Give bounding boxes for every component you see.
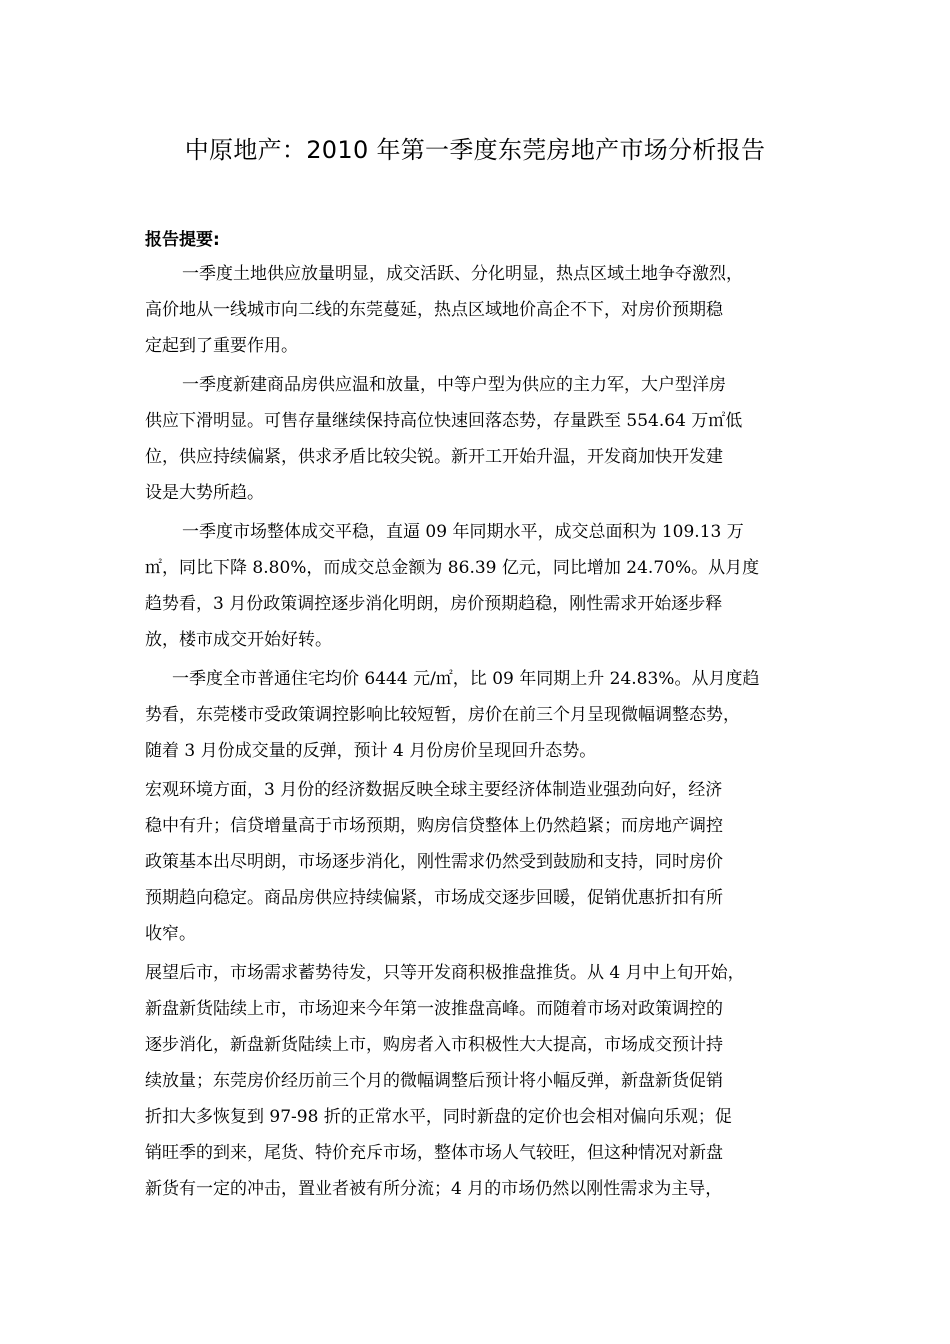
paragraph-line: 新盘新货陆续上市，市场迎来今年第一波推盘高峰。而随着市场对政策调控的 [145, 999, 723, 1019]
paragraph-line: 稳中有升；信贷增量高于市场预期，购房信贷整体上仍然趋紧；而房地产调控 [145, 816, 723, 836]
paragraph-line: 销旺季的到来，尾货、特价充斥市场，整体市场人气较旺，但这种情况对新盘 [145, 1143, 723, 1163]
paragraph-line: 政策基本出尽明朗，市场逐步消化，刚性需求仍然受到鼓励和支持，同时房价 [145, 852, 723, 872]
paragraph-line: 供应下滑明显。可售存量继续保持高位快速回落态势，存量跌至 554.64 万㎡低 [145, 411, 743, 431]
paragraph-line: 一季度全市普通住宅均价 6444 元/㎡，比 09 年同期上升 24.83%。从月度趋 [172, 669, 760, 689]
paragraph-line: 展望后市，市场需求蓄势待发，只等开发商积极推盘推货。从 4 月中上旬开始， [145, 963, 745, 983]
paragraph-line: 折扣大多恢复到 97-98 折的正常水平，同时新盘的定价也会相对偏向乐观；促 [145, 1107, 732, 1127]
paragraph-line: 定起到了重要作用。 [145, 336, 298, 356]
paragraph-line: 设是大势所趋。 [145, 483, 264, 503]
paragraph-line: 趋势看，3 月份政策调控逐步消化明朗，房价预期趋稳，刚性需求开始逐步释 [145, 594, 723, 614]
paragraph-line: 一季度市场整体成交平稳，直逼 09 年同期水平，成交总面积为 109.13 万 [182, 522, 744, 542]
paragraph-line: 续放量；东莞房价经历前三个月的微幅调整后预计将小幅反弹，新盘新货促销 [145, 1071, 723, 1091]
document-title: 中原地产：2010 年第一季度东莞房地产市场分析报告 [184, 136, 766, 164]
paragraph-line: 新货有一定的冲击，置业者被有所分流；4 月的市场仍然以刚性需求为主导， [145, 1179, 723, 1199]
paragraph-line: 预期趋向稳定。商品房供应持续偏紧，市场成交逐步回暖，促销优惠折扣有所 [145, 888, 723, 908]
paragraph-line: 收窄。 [145, 924, 196, 944]
paragraph-line: 随着 3 月份成交量的反弹，预计 4 月份房价呈现回升态势。 [145, 741, 597, 761]
paragraph-line: 宏观环境方面，3 月份的经济数据反映全球主要经济体制造业强劲向好，经济 [145, 780, 723, 800]
paragraph-line: 一季度土地供应放量明显，成交活跃、分化明显，热点区域土地争夺激烈， [182, 264, 743, 284]
summary-heading: 报告提要: [145, 230, 220, 250]
paragraph-line: 势看，东莞楼市受政策调控影响比较短暂，房价在前三个月呈现微幅调整态势， [145, 705, 740, 725]
paragraph-line: 位，供应持续偏紧，供求矛盾比较尖锐。新开工开始升温，开发商加快开发建 [145, 447, 723, 467]
paragraph-line: 逐步消化，新盘新货陆续上市，购房者入市积极性大大提高，市场成交预计持 [145, 1035, 723, 1055]
paragraph-line: 一季度新建商品房供应温和放量，中等户型为供应的主力军，大户型洋房 [182, 375, 726, 395]
paragraph-line: ㎡，同比下降 8.80%，而成交总金额为 86.39 亿元，同比增加 24.70%。从月度 [145, 558, 760, 578]
paragraph-line: 高价地从一线城市向二线的东莞蔓延，热点区域地价高企不下，对房价预期稳 [145, 300, 723, 320]
paragraph-line: 放，楼市成交开始好转。 [145, 630, 332, 650]
